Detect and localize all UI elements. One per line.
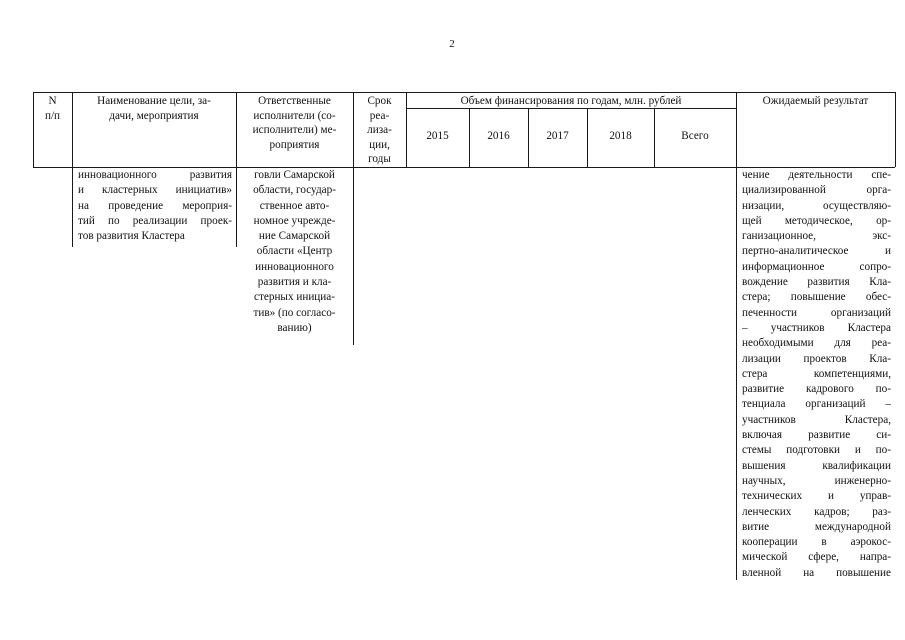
body-border-funding-result — [736, 167, 737, 580]
body-responsible-line: ственное авто- — [259, 199, 330, 212]
body-result-line: витие международной — [742, 520, 891, 533]
body-responsible-line: стерных инициа- — [254, 291, 335, 304]
body-name-line: и кластерных инициатив» — [78, 184, 232, 197]
body-result-line: стера компетенциями, — [742, 367, 891, 380]
body-result-line: вышения квалификации — [742, 459, 891, 472]
body-responsible-line: ванию) — [277, 321, 312, 334]
body-name-line: тов развития Кластера — [78, 230, 185, 243]
header-total: Всего — [681, 130, 709, 142]
body-result-line: информационное сопро- — [742, 260, 891, 273]
body-result-line: стемы подготовки и по- — [742, 444, 891, 457]
border-right — [895, 92, 896, 167]
body-responsible-line: ние Самарской — [258, 230, 331, 243]
header-name-line-2: дачи, мероприятия — [109, 109, 199, 122]
body-result-line: стера; повышение обес- — [742, 291, 891, 304]
header-responsible-line-1: Ответственные — [258, 95, 331, 107]
body-name-cell — [78, 168, 232, 244]
body-result-line: кооперации в аэрокос- — [742, 536, 891, 549]
table-top-border — [33, 92, 895, 93]
body-result-line: печенности организаций — [742, 306, 891, 319]
header-result: Ожидаемый результат — [762, 95, 869, 107]
body-result-line: технических и управ- — [742, 490, 891, 503]
body-result-line: включая развитие си- — [742, 429, 891, 442]
body-result-line: необходимыми для реа- — [742, 337, 891, 350]
body-responsible-line: говли Самарской — [254, 169, 335, 181]
header-year-2015: 2015 — [426, 130, 449, 142]
body-result-line: тенциала организаций – — [742, 398, 891, 411]
header-responsible-line-3: исполнители) ме- — [252, 124, 337, 136]
header-name — [72, 94, 236, 123]
header-responsible-line-4: роприятия — [269, 138, 320, 151]
header-num — [33, 94, 72, 123]
body-responsible-line: области, государ- — [253, 184, 336, 197]
body-responsible-line: номное учрежде- — [253, 214, 336, 227]
header-responsible-line-2: исполнители (со- — [253, 109, 336, 122]
body-responsible-line: области «Центр — [256, 245, 333, 258]
body-result-cell — [742, 168, 891, 581]
body-responsible-line: тив» (по согласо- — [253, 306, 336, 319]
body-name-line: на проведение мероприя- — [78, 199, 232, 212]
header-term-line-4: ции, — [369, 138, 390, 151]
body-result-line: ленческих кадров; раз- — [742, 505, 891, 518]
body-result-line: щей методическое, ор- — [742, 214, 891, 227]
body-name-line: тий по реализации проек- — [78, 214, 232, 227]
body-result-line: вленной на повышение — [742, 566, 891, 579]
header-term-line-3: лиза- — [367, 124, 392, 136]
body-result-line: чение деятельности спе- — [742, 169, 891, 181]
body-result-line: мической сфере, напра- — [742, 551, 891, 564]
body-responsible-line: развития и кла- — [257, 276, 332, 289]
body-responsible-line: инновационного — [255, 260, 334, 273]
body-result-line: участников Кластера, — [742, 413, 891, 426]
header-year-2018: 2018 — [609, 130, 632, 142]
body-responsible-cell — [236, 168, 353, 336]
body-result-line: развитие кадрового по- — [742, 383, 891, 396]
body-name-line: инновационного развития — [78, 169, 232, 181]
header-num-line-1: N — [48, 95, 57, 107]
header-year-2016: 2016 — [487, 130, 510, 142]
body-result-line: ганизационное, экс- — [742, 230, 891, 243]
header-term-line-5: годы — [368, 153, 391, 165]
header-year-2017: 2017 — [546, 130, 569, 142]
body-border-num-name — [72, 167, 73, 247]
header-term-line-2: реа- — [369, 109, 390, 122]
header-term-line-1: Срок — [367, 95, 392, 107]
header-num-line-2: п/п — [44, 109, 61, 122]
body-result-line: вождение развития Кла- — [742, 276, 891, 289]
page-number: 2 — [449, 38, 455, 50]
body-border-resp-term — [353, 167, 354, 345]
header-responsible — [236, 94, 353, 152]
body-result-line: – участников Кластера — [742, 321, 891, 334]
header-term — [353, 94, 406, 167]
body-result-line: низации, осуществляю- — [742, 199, 891, 212]
body-result-line: пертно-аналитическое и — [742, 245, 891, 258]
body-result-line: научных, инженерно- — [742, 474, 891, 487]
header-name-line-1: Наименование цели, за- — [97, 95, 211, 107]
body-result-line: циализированной орга- — [742, 184, 891, 197]
header-funding: Объем финансирования по годам, млн. рублей — [460, 95, 682, 107]
body-result-line: лизации проектов Кла- — [742, 352, 891, 365]
